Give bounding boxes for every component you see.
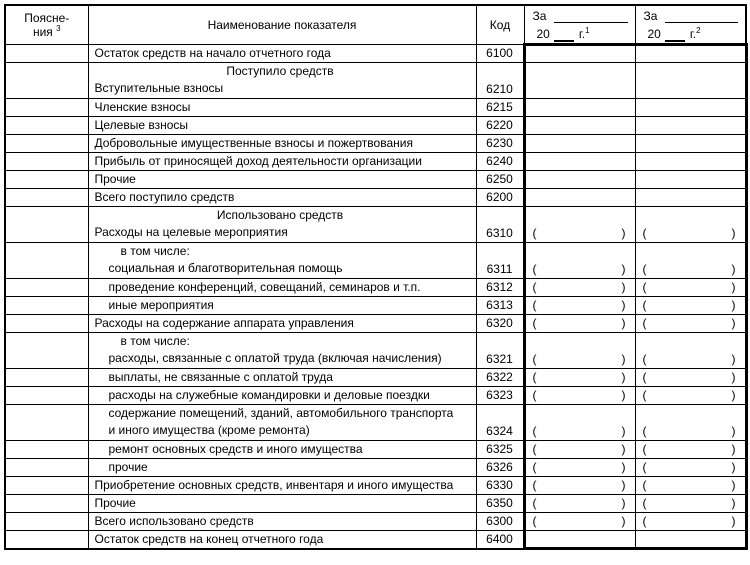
paren-close: ) [731,478,736,492]
negative-value-parentheses [636,262,745,278]
paren-open: ( [642,351,647,366]
indicator-cell [88,332,476,368]
row-label: Приобретение основных средств, инвентаря и иного имущества [94,477,454,492]
indicator-cell [88,386,476,404]
value-cell-year1 [524,206,635,242]
row-code: 6312 [476,278,524,296]
negative-value-parentheses [636,514,745,528]
footnote-ref-1: 1 [585,26,590,35]
value-cell-year2 [635,368,746,386]
table-row [5,152,746,170]
value-cell-year1 [524,170,635,188]
explanation-cell [5,332,88,368]
paren-open: ( [532,442,537,456]
row-label: Прибыль от приносящей доход деятельности организации [94,153,422,168]
paren-open: ( [642,225,647,240]
row-label: Остаток средств на начало отчетного года [94,45,331,60]
table-row [5,458,746,476]
explanation-cell [5,386,88,404]
row-label: Вступительные взносы [94,81,224,95]
paren-close: ) [731,225,736,240]
indicator-cell [88,404,476,440]
period1-prefix: За [532,9,547,23]
row-label: проведение конференций, совещаний, семинаров и т.п. [108,279,421,294]
table-row [5,296,746,314]
paren-close: ) [621,514,626,528]
row-code: 6310 [476,206,524,242]
indicator-cell [88,62,476,98]
paren-close: ) [731,370,736,384]
value-cell-year1 [524,494,635,512]
value-cell-year1 [524,134,635,152]
explanation-cell [5,278,88,296]
negative-value-parentheses [636,442,745,456]
paren-close: ) [621,388,626,402]
value-cell-year2 [635,152,746,170]
paren-open: ( [642,370,647,384]
explanation-cell [5,62,88,98]
row-code: 6322 [476,368,524,386]
table-row [5,404,746,440]
paren-open: ( [532,370,537,384]
row-code: 6100 [476,44,524,62]
period2-blank-line [665,9,738,23]
explanation-cell [5,314,88,332]
paren-close: ) [731,388,736,402]
indicator-cell [88,206,476,242]
value-cell-year2 [635,296,746,314]
row-code: 6330 [476,476,524,494]
indicator-cell [88,476,476,494]
row-label: Добровольные имущественные взносы и пожертвования [94,135,413,150]
value-cell-year2 [635,314,746,332]
explanation-cell [5,458,88,476]
explanation-cell [5,368,88,386]
paren-open: ( [532,423,537,438]
value-cell-year1 [524,440,635,458]
explanation-cell [5,170,88,188]
value-cell-year2 [635,530,746,549]
value-cell-year1 [524,386,635,404]
paren-close: ) [731,316,736,330]
paren-close: ) [621,478,626,492]
indicator-cell [88,494,476,512]
explanation-cell [5,188,88,206]
paren-close: ) [731,423,736,438]
footnote-ref-2: 2 [696,26,701,35]
paren-close: ) [731,496,736,510]
indicator-cell [88,512,476,530]
value-cell-year2 [635,44,746,62]
indicator-cell [88,530,476,549]
value-cell-year1 [524,98,635,116]
indicator-cell [88,98,476,116]
negative-value-parentheses [526,298,635,312]
value-cell-year2 [635,278,746,296]
negative-value-parentheses [636,424,745,440]
row-label: Членские взносы [94,99,191,114]
paren-close: ) [621,351,626,366]
negative-value-parentheses [636,352,745,368]
table-row [5,242,746,278]
table-row [5,188,746,206]
paren-close: ) [621,370,626,384]
in-total-label: в том числе: [120,334,190,348]
paren-open: ( [642,442,647,456]
value-cell-year1 [524,278,635,296]
value-cell-year2 [635,188,746,206]
value-cell-year2 [635,332,746,368]
period1-year-suffix: г. [578,27,586,41]
value-cell-year1 [524,62,635,98]
value-cell-year2 [635,386,746,404]
value-cell-year1 [524,314,635,332]
table-row [5,314,746,332]
paren-open: ( [532,460,537,474]
paren-close: ) [731,261,736,276]
period2-year-blank [665,28,685,42]
explanations-header-line2: ния $^3$ [32,23,61,39]
paren-open: ( [642,298,647,312]
paren-close: ) [731,280,736,294]
row-label: Целевые взносы [94,117,189,132]
indicator-cell [88,296,476,314]
indicator-header: Наименование показателя [88,5,476,44]
value-cell-year1 [524,116,635,134]
negative-value-parentheses [526,370,635,384]
table-row [5,512,746,530]
paren-open: ( [532,280,537,294]
value-cell-year2 [635,494,746,512]
value-cell-year2 [635,206,746,242]
section-header: Поступило средств [226,64,334,78]
paren-open: ( [642,423,647,438]
footnote-ref-3: 3 [56,23,61,33]
negative-value-parentheses [526,280,635,294]
value-cell-year2 [635,404,746,440]
negative-value-parentheses [636,460,745,474]
row-code: 6320 [476,314,524,332]
value-cell-year1 [524,296,635,314]
paren-close: ) [621,423,626,438]
row-label-line2: и иного имущества (кроме ремонта) [108,423,310,437]
negative-value-parentheses [526,226,635,242]
indicator-cell [88,278,476,296]
row-code: 6311 [476,242,524,278]
explanations-header-line1: Поясне- [24,10,70,25]
row-label: Остаток средств на конец отчетного года [94,531,324,546]
explanations-header [5,5,88,44]
indicator-cell [88,314,476,332]
section-header: Использовано средств [216,208,344,222]
negative-value-parentheses [526,424,635,440]
indicator-cell [88,188,476,206]
row-code: 6240 [476,152,524,170]
row-label: ремонт основных средств и иного имущества [108,441,363,456]
value-cell-year2 [635,62,746,98]
row-code: 6313 [476,296,524,314]
table-row [5,134,746,152]
value-cell-year1 [524,188,635,206]
indicator-cell [88,170,476,188]
value-cell-year1 [524,242,635,278]
negative-value-parentheses [636,280,745,294]
explanation-cell [5,206,88,242]
negative-value-parentheses [526,352,635,368]
paren-open: ( [532,298,537,312]
paren-close: ) [621,280,626,294]
row-label: социальная и благотворительная помощь [108,261,343,275]
row-label: Всего поступило средств [94,189,235,204]
negative-value-parentheses [636,370,745,384]
negative-value-parentheses [526,262,635,278]
period2-year-suffix: г. [689,27,697,41]
period1-year-blank [554,28,574,42]
header-row [5,5,746,44]
explanation-cell [5,512,88,530]
table-row [5,44,746,62]
row-code: 6300 [476,512,524,530]
period1-blank-line [554,9,627,23]
value-cell-year2 [635,440,746,458]
value-cell-year2 [635,170,746,188]
table-row [5,494,746,512]
value-cell-year1 [524,404,635,440]
paren-close: ) [621,298,626,312]
indicator-cell [88,44,476,62]
in-total-label: в том числе: [120,244,190,258]
paren-close: ) [731,460,736,474]
paren-close: ) [621,442,626,456]
table-row [5,530,746,549]
table-row [5,278,746,296]
period2-header [635,5,746,44]
paren-open: ( [642,496,647,510]
explanation-cell [5,440,88,458]
paren-close: ) [621,460,626,474]
row-code: 6400 [476,530,524,549]
indicator-cell [88,152,476,170]
value-cell-year2 [635,116,746,134]
row-label: расходы на служебные командировки и деловые поездки [108,387,430,402]
row-code: 6350 [476,494,524,512]
table-row [5,386,746,404]
table-row [5,62,746,98]
table-row [5,368,746,386]
row-label: содержание помещений, зданий, автомобильного транспорта [108,406,454,420]
period2-year-prefix: 20 [647,27,661,41]
paren-open: ( [532,316,537,330]
row-code: 6200 [476,188,524,206]
negative-value-parentheses [526,496,635,510]
negative-value-parentheses [636,478,745,492]
row-label: Расходы на целевые мероприятия [94,225,288,239]
paren-close: ) [621,316,626,330]
row-code: 6321 [476,332,524,368]
row-label: Расходы на содержание аппарата управления [94,315,354,330]
paren-close: ) [731,442,736,456]
value-cell-year2 [635,458,746,476]
paren-open: ( [642,261,647,276]
paren-close: ) [621,225,626,240]
paren-close: ) [731,298,736,312]
negative-value-parentheses [636,226,745,242]
row-code: 6220 [476,116,524,134]
value-cell-year2 [635,98,746,116]
paren-close: ) [621,496,626,510]
explanation-cell [5,134,88,152]
value-cell-year2 [635,242,746,278]
negative-value-parentheses [636,316,745,330]
indicator-cell [88,368,476,386]
value-cell-year1 [524,368,635,386]
explanation-cell [5,98,88,116]
indicator-cell [88,116,476,134]
row-label: расходы, связанные с оплатой труда (включая начисления) [108,351,442,365]
paren-close: ) [621,261,626,276]
explanation-cell [5,494,88,512]
paren-open: ( [642,280,647,294]
value-cell-year1 [524,476,635,494]
indicator-cell [88,458,476,476]
value-cell-year2 [635,134,746,152]
indicator-cell [88,134,476,152]
negative-value-parentheses [526,442,635,456]
explanation-cell [5,116,88,134]
period2-prefix: За [643,9,658,23]
negative-value-parentheses [526,316,635,330]
paren-open: ( [532,351,537,366]
row-label: Прочие [94,171,136,186]
table-header [5,5,746,44]
negative-value-parentheses [526,388,635,402]
explanation-cell [5,242,88,278]
row-code: 6324 [476,404,524,440]
paren-open: ( [532,496,537,510]
paren-open: ( [642,460,647,474]
value-cell-year1 [524,332,635,368]
paren-open: ( [532,478,537,492]
code-header: Код [476,5,524,44]
table-row [5,206,746,242]
paren-close: ) [731,351,736,366]
negative-value-parentheses [636,496,745,510]
indicator-cell [88,440,476,458]
row-code: 6250 [476,170,524,188]
value-cell-year1 [524,458,635,476]
row-code: 6323 [476,386,524,404]
paren-open: ( [642,388,647,402]
table-row [5,116,746,134]
explanation-cell [5,44,88,62]
value-cell-year1 [524,512,635,530]
explanation-cell [5,296,88,314]
negative-value-parentheses [526,478,635,492]
paren-open: ( [532,261,537,276]
explanation-cell [5,152,88,170]
paren-open: ( [532,388,537,402]
row-code: 6326 [476,458,524,476]
table-row [5,476,746,494]
negative-value-parentheses [636,298,745,312]
negative-value-parentheses [526,460,635,474]
row-code: 6325 [476,440,524,458]
period1-year-prefix: 20 [536,27,550,41]
period1-header [524,5,635,44]
report-table-body [5,44,746,549]
indicator-cell [88,242,476,278]
value-cell-year1 [524,530,635,549]
table-row [5,332,746,368]
row-code: 6230 [476,134,524,152]
row-code: 6210 [476,62,524,98]
negative-value-parentheses [636,388,745,402]
value-cell-year2 [635,512,746,530]
paren-open: ( [642,478,647,492]
table-row [5,98,746,116]
row-label: выплаты, не связанные с оплатой труда [108,369,333,384]
value-cell-year1 [524,44,635,62]
negative-value-parentheses [526,514,635,528]
row-label: иные мероприятия [108,297,214,312]
explanation-cell [5,404,88,440]
row-label: Всего использовано средств [94,513,254,528]
explanation-cell [5,476,88,494]
row-label: Прочие [94,495,136,510]
value-cell-year2 [635,476,746,494]
paren-close: ) [731,514,736,528]
table-row [5,170,746,188]
paren-open: ( [532,514,537,528]
paren-open: ( [642,316,647,330]
row-code: 6215 [476,98,524,116]
value-cell-year1 [524,152,635,170]
paren-open: ( [532,225,537,240]
paren-open: ( [642,514,647,528]
table-row [5,440,746,458]
row-label: прочие [108,459,148,474]
explanation-cell [5,530,88,549]
targeted-funds-report-table [4,4,748,550]
